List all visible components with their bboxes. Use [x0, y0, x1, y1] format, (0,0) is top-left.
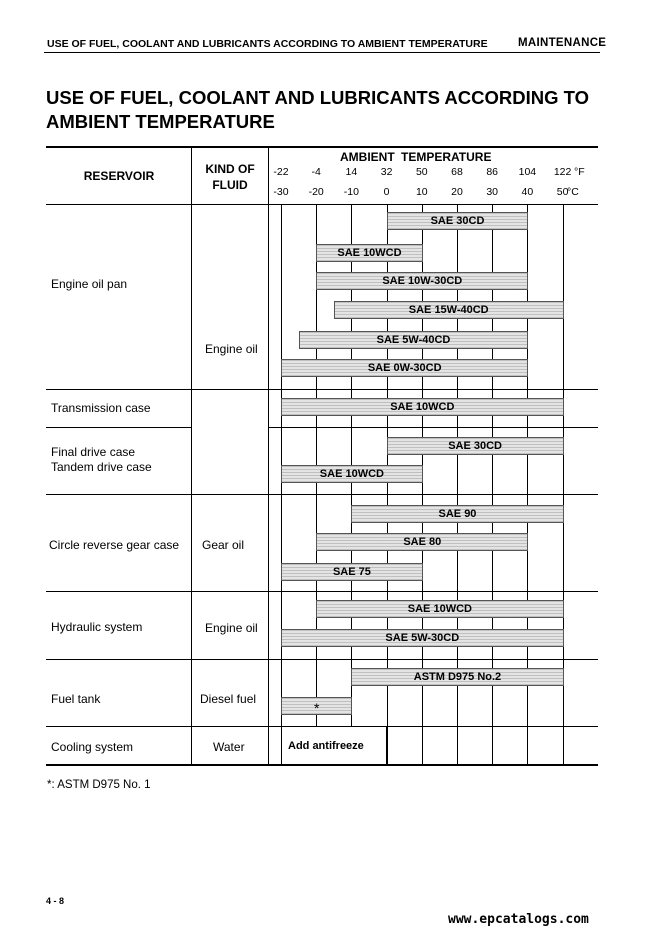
row-divider [46, 494, 598, 495]
temperature-range-bar: SAE 0W-30CD [281, 359, 528, 377]
reservoir-engine-oil-pan: Engine oil pan [51, 277, 128, 291]
footnote: *: ASTM D975 No. 1 [47, 779, 151, 791]
kind-header-line-1: KIND OF [205, 162, 255, 176]
temperature-range-bar: SAE 80 [316, 533, 528, 551]
tick-fahrenheit: 68 [451, 166, 463, 178]
table-top-rule [46, 146, 598, 148]
tick-fahrenheit: 86 [486, 166, 499, 178]
tick-fahrenheit: 32 [380, 166, 393, 178]
row-divider [46, 659, 598, 660]
reservoir-transmission-case: Transmission case [51, 401, 151, 415]
temperature-range-bar: ASTM D975 No.2 [351, 668, 563, 686]
ambient-label: AMBIENT [340, 150, 395, 164]
temperature-range-bar: SAE 10WCD [316, 244, 423, 262]
tick-celsius: -20 [308, 186, 324, 198]
column-divider [191, 146, 192, 765]
temperature-range-bar: SAE 10WCD [316, 600, 563, 618]
fluid-engine-oil: Engine oil [205, 342, 258, 356]
column-divider [281, 204, 282, 765]
tick-fahrenheit: -22 [273, 166, 289, 178]
tick-celsius: -30 [273, 186, 289, 198]
tick-celsius: 50 [556, 186, 569, 198]
tick-celsius: 10 [415, 186, 428, 198]
tick-celsius: 30 [486, 186, 499, 198]
fahrenheit-unit: °F [574, 166, 585, 178]
header-rule [44, 52, 600, 53]
fluid-engine-oil-hydraulic: Engine oil [205, 621, 258, 635]
temperature-range-bar: SAE 5W-30CD [281, 629, 564, 647]
temperature-range-bar: SAE 10WCD [281, 465, 423, 483]
reservoir-cooling-system: Cooling system [51, 740, 134, 754]
table-bottom-rule [46, 764, 598, 766]
tick-celsius: 20 [451, 186, 463, 198]
row-divider [46, 389, 598, 390]
tick-celsius: -10 [343, 186, 359, 198]
reservoir-header: RESERVOIR [83, 169, 155, 183]
tick-fahrenheit: -4 [311, 166, 321, 178]
website-watermark: www.epcatalogs.com [448, 912, 589, 927]
tick-celsius: 0 [383, 186, 390, 198]
reservoir-fuel-tank: Fuel tank [51, 692, 101, 706]
temperature-range-bar: * [281, 697, 352, 715]
row-divider [46, 726, 598, 727]
title-line-2: AMBIENT TEMPERATURE [46, 111, 275, 132]
tick-fahrenheit: 122 [553, 166, 572, 178]
temperature-range-bar: SAE 30CD [387, 212, 529, 230]
fluid-diesel-fuel: Diesel fuel [200, 692, 257, 706]
temperature-range-bar: SAE 30CD [387, 437, 564, 455]
page-title [46, 86, 606, 134]
temperature-label: TEMPERATURE [401, 150, 492, 164]
reservoir-hydraulic-system: Hydraulic system [51, 620, 143, 634]
reservoir-tandem-drive-case: Tandem drive case [51, 460, 152, 474]
antifreeze-cell-border [386, 727, 387, 765]
kind-of-fluid-header [192, 161, 268, 193]
tick-fahrenheit: 50 [415, 166, 428, 178]
reservoir-circle-reverse-gear-case: Circle reverse gear case [49, 538, 180, 552]
row-divider [46, 591, 598, 592]
fluid-gear-oil: Gear oil [202, 538, 245, 552]
temperature-range-bar: SAE 10WCD [281, 398, 564, 416]
temperature-range-bar: SAE 90 [351, 505, 563, 523]
table-header-rule [46, 204, 598, 205]
temperature-range-bar: SAE 75 [281, 563, 423, 581]
title-line-1: USE OF FUEL, COOLANT AND LUBRICANTS ACCORDING TO [46, 87, 589, 108]
tick-fahrenheit: 104 [518, 166, 537, 178]
celsius-unit: °C [567, 186, 579, 198]
antifreeze-note: Add antifreeze [288, 740, 364, 752]
tick-celsius: 40 [521, 186, 534, 198]
tick-fahrenheit: 14 [345, 166, 358, 178]
row-divider [46, 427, 192, 428]
running-header-section: MAINTENANCE [518, 37, 607, 49]
reservoir-final-drive-case: Final drive case [51, 445, 136, 459]
temperature-range-bar: SAE 15W-40CD [334, 301, 564, 319]
temperature-range-bar: SAE 10W-30CD [316, 272, 528, 290]
page-number: 4 - 8 [46, 896, 65, 906]
temperature-range-bar: SAE 5W-40CD [299, 331, 529, 349]
fluid-water: Water [213, 740, 245, 754]
kind-header-line-2: FLUID [212, 178, 248, 192]
row-divider [268, 427, 598, 428]
running-header-title: USE OF FUEL, COOLANT AND LUBRICANTS ACCORDING TO AMBIENT TEMPERATURE [47, 38, 488, 50]
column-divider [268, 146, 269, 765]
